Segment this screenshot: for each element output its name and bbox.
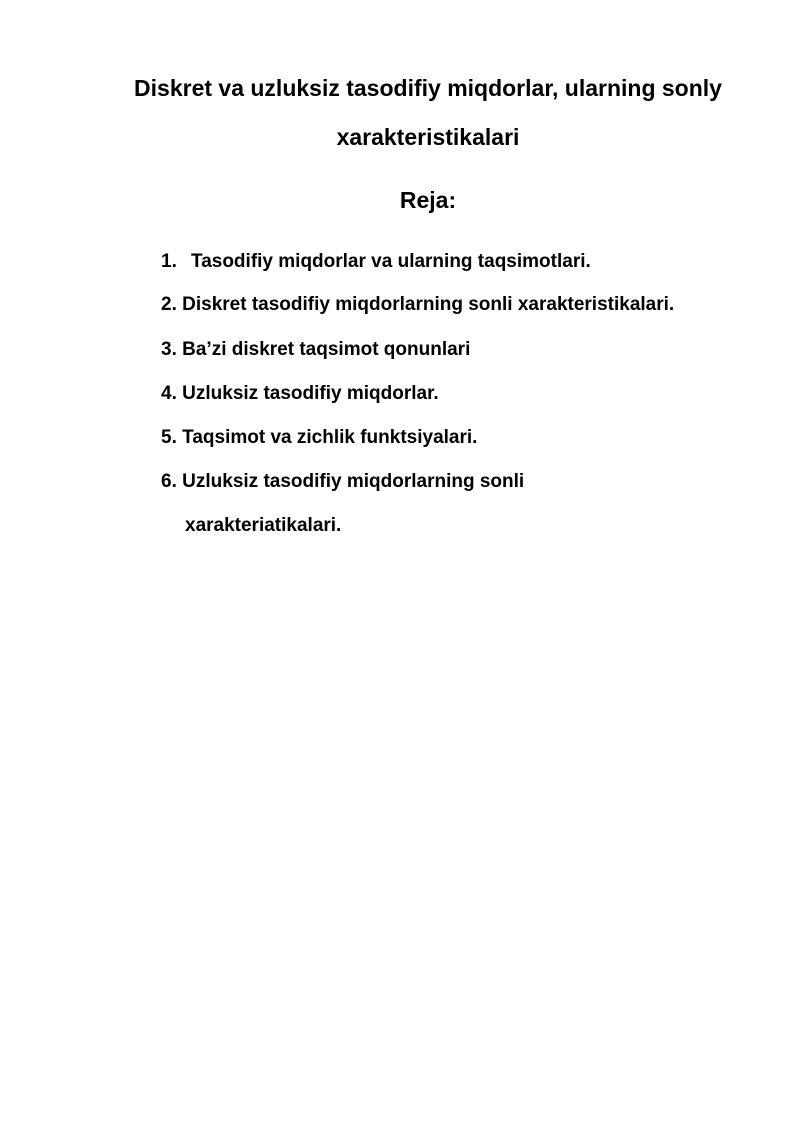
document-title-line-1: Diskret va uzluksiz tasodifiy miqdorlar, ularning sonly xyxy=(134,75,722,101)
plan-item-text: Diskret tasodifiy miqdorlarning sonli xarakteristikalari. xyxy=(182,294,675,315)
plan-item-number: 6. xyxy=(161,471,177,492)
plan-item-1 xyxy=(161,249,591,275)
plan-item-4 xyxy=(161,381,439,407)
plan-item-number: 1. xyxy=(161,251,177,272)
plan-item-2 xyxy=(161,292,674,318)
plan-item-text: Uzluksiz tasodifiy miqdorlarning sonli xyxy=(182,471,525,492)
plan-item-number: 4. xyxy=(161,383,177,404)
plan-item-number: 5. xyxy=(161,427,177,448)
plan-item-6-continuation: xarakteriatikalari. xyxy=(185,515,342,536)
plan-item-text: Tasodifiy miqdorlar va ularning taqsimotlari. xyxy=(191,251,591,272)
plan-item-number: 2. xyxy=(161,294,177,315)
plan-item-6 xyxy=(161,469,524,495)
plan-item-text: Uzluksiz tasodifiy miqdorlar. xyxy=(182,383,439,404)
document-title-line-2: xarakteristikalari xyxy=(336,124,520,150)
plan-item-number: 3. xyxy=(161,339,177,360)
plan-item-5 xyxy=(161,425,477,451)
plan-item-text: Ba’zi diskret taqsimot qonunlari xyxy=(182,339,471,360)
plan-heading: Reja: xyxy=(399,187,457,213)
plan-item-text: Taqsimot va zichlik funktsiyalari. xyxy=(182,427,478,448)
plan-item-3 xyxy=(161,337,470,363)
